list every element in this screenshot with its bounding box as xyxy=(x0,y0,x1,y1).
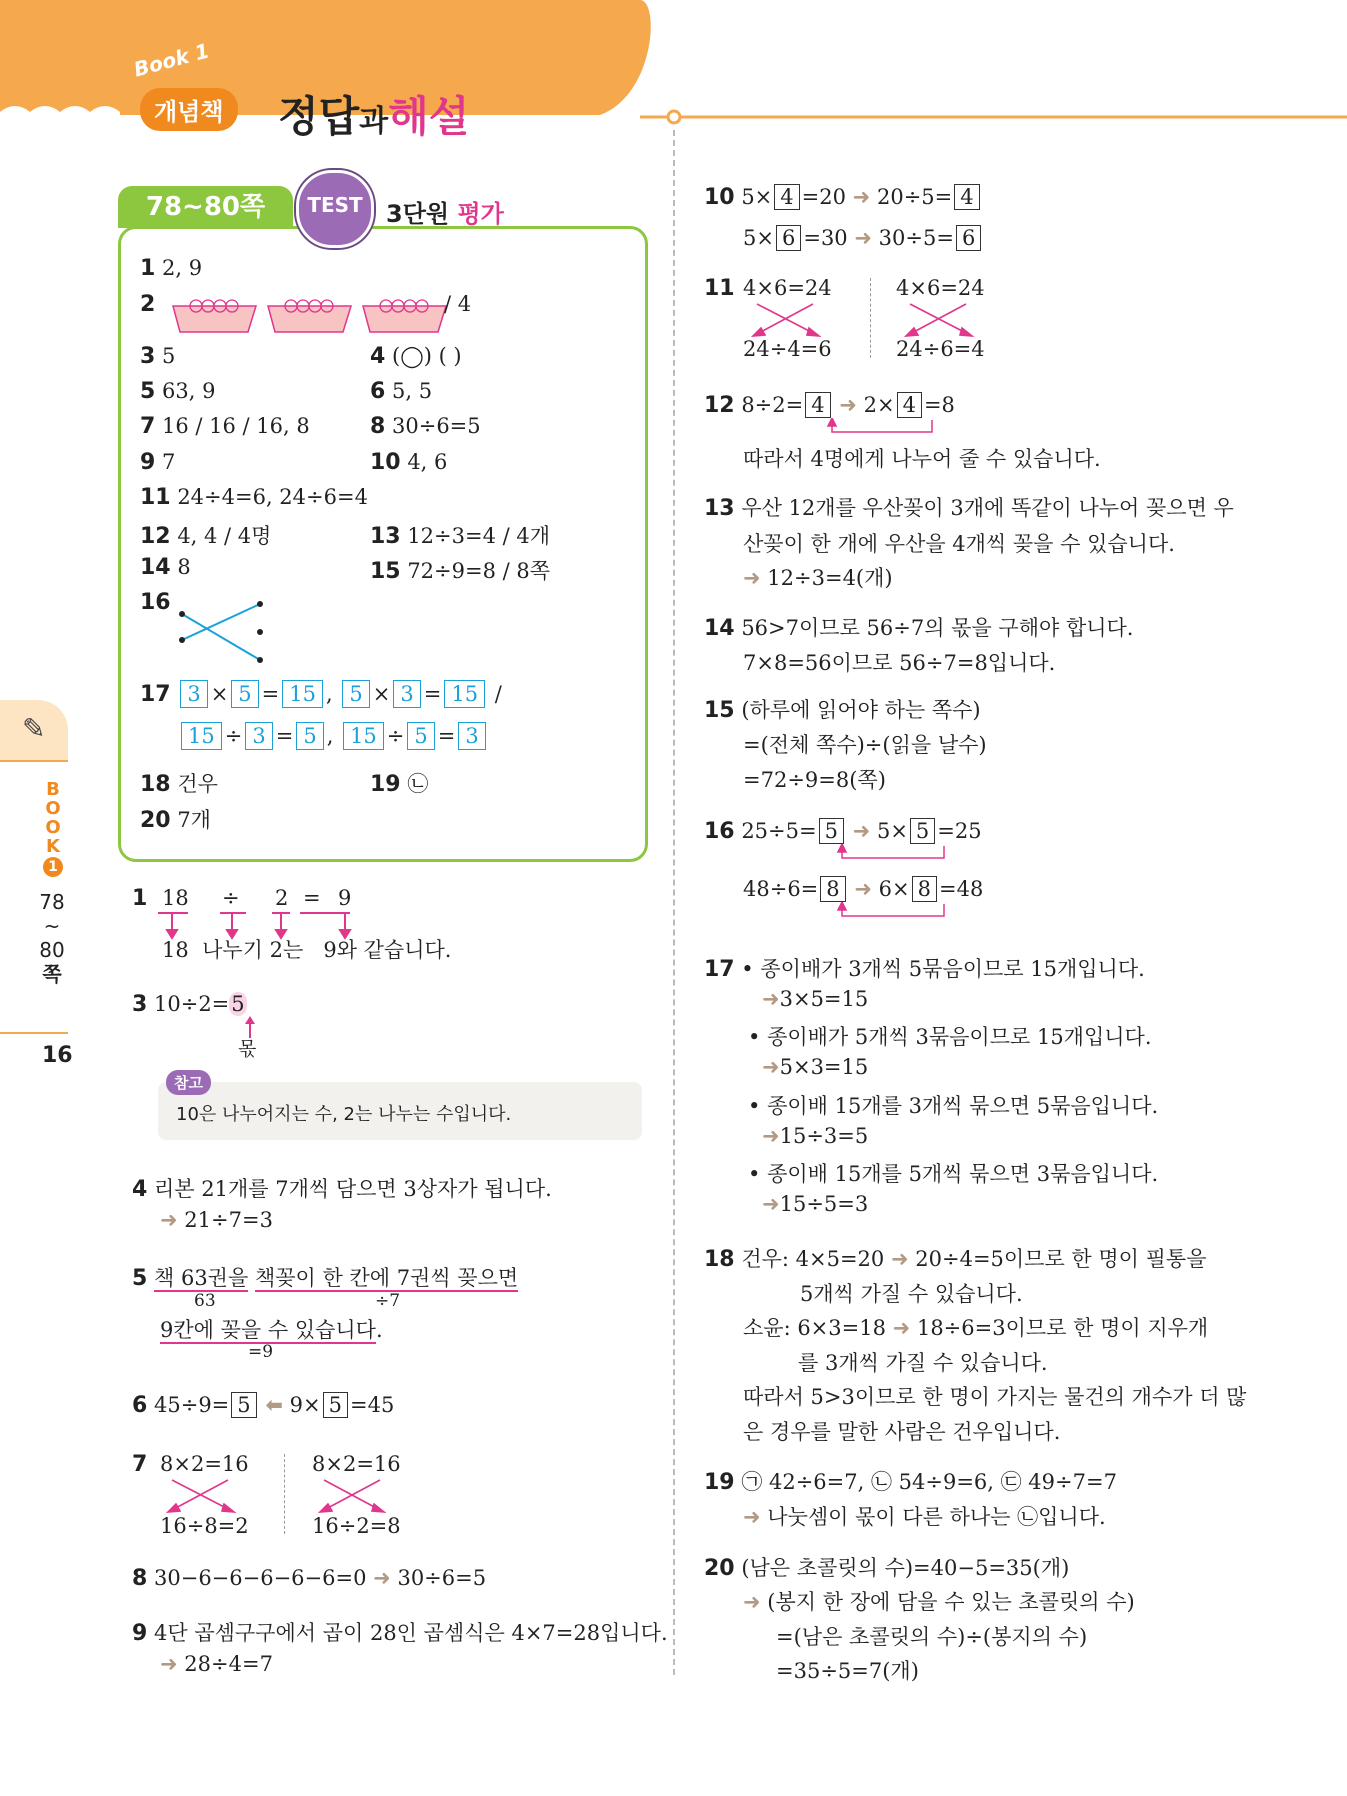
answer-19: 19 ㉡ xyxy=(370,772,429,797)
exp-11-t2: 4×6=24 xyxy=(896,276,985,300)
exp-14-l2: 7×8=56이므로 56÷7=8입니다. xyxy=(743,651,1056,675)
exp-17-l4: ➜5×3=15 xyxy=(762,1055,869,1079)
exp-1-bottom: 18 나누기 2는 9와 같습니다. xyxy=(162,938,452,962)
exp-17-l8: ➜15÷5=3 xyxy=(762,1192,869,1216)
answer-10: 10 4, 6 xyxy=(370,450,448,475)
page-number: 16 xyxy=(42,1043,73,1068)
exp-17-l3: • 종이배가 5개씩 3묶음이므로 15개입니다. xyxy=(748,1025,1152,1049)
exp-10-l1: 10 5× 4 =20 ➜ 20÷5= 4 xyxy=(704,184,982,210)
exp-1-18: 18 xyxy=(162,886,189,910)
sidebar-pages: 78 ~ 80 쪽 xyxy=(39,890,65,986)
answer-4: 4 (◯) ( ) xyxy=(370,344,462,369)
sidebar-rule xyxy=(0,760,68,762)
answer-11: 11 24÷4=6, 24÷6=4 xyxy=(140,485,368,510)
exp-15-l2: =(전체 쪽수)÷(읽을 날수) xyxy=(743,733,987,757)
answer-13: 13 12÷3=4 / 4개 xyxy=(370,524,551,549)
sidebar-book-num: 1 xyxy=(43,857,63,877)
exp-5-sub1: 63 xyxy=(194,1291,216,1311)
dish-drawing xyxy=(168,292,448,338)
exp-8: 8 30−6−6−6−6−6=0 ➜ 30÷6=5 xyxy=(132,1566,487,1591)
exp-19-l1: 19 ㉠ 42÷6=7, ㉡ 54÷9=6, ㉢ 49÷7=7 xyxy=(704,1470,1117,1495)
answer-12: 12 4, 4 / 4명 xyxy=(140,524,272,549)
exp-13-l3: ➜ 12÷3=4(개) xyxy=(743,566,893,590)
column-divider xyxy=(673,130,675,1675)
answer-9: 9 7 xyxy=(140,450,176,475)
exp-7-b1: 16÷8=2 xyxy=(160,1514,249,1538)
exp-20-l4: =35÷5=7(개) xyxy=(776,1659,919,1683)
exp-18-l1: 18 건우: 4×5=20 ➜ 20÷4=5이므로 한 명이 필통을 xyxy=(704,1247,1207,1272)
note-text: 10은 나누어지는 수, 2는 나누는 수입니다. xyxy=(176,1104,512,1125)
exp-17-l5: • 종이배 15개를 3개씩 묶으면 5묶음입니다. xyxy=(748,1094,1159,1118)
exp-5-l2: 9칸에 꽂을 수 있습니다. xyxy=(160,1318,383,1342)
answer-17-row2: 15 ÷ 3 = 5 , 15 ÷ 5 = 3 xyxy=(178,722,489,750)
answer-15: 15 72÷9=8 / 8쪽 xyxy=(370,559,551,584)
exp-5-l1: 5 책 63권을 책꽂이 한 칸에 7권씩 꽂으면 xyxy=(132,1266,519,1291)
exp-20-l2: ➜ (봉지 한 장에 담을 수 있는 초콜릿의 수) xyxy=(743,1590,1135,1614)
exp-11-b1: 24÷4=6 xyxy=(743,337,832,361)
answer-14: 14 8 xyxy=(140,555,191,580)
exp-11-t1: 4×6=24 xyxy=(743,276,832,300)
sidebar-book: BOOK xyxy=(45,779,61,857)
exp-7-cross-arrows xyxy=(160,1478,420,1514)
answer-2: 2 xyxy=(140,292,156,317)
notebook-icon: ✎ xyxy=(22,712,46,745)
answer-1: 1 2, 9 xyxy=(140,256,203,281)
exp-18-l2: 5개씩 가질 수 있습니다. xyxy=(800,1282,1023,1306)
exp-9-l2: ➜ 28÷4=7 xyxy=(160,1652,273,1676)
exp-7-t1: 8×2=16 xyxy=(160,1452,249,1476)
exp-18-l5: 따라서 5>3이므로 한 명이 가지는 물건의 개수가 더 많 xyxy=(743,1385,1247,1409)
exp-1-eq: = xyxy=(303,886,321,910)
answer-5: 5 63, 9 xyxy=(140,379,216,404)
exp-1-9: 9 xyxy=(338,886,352,910)
exp-17-l6: ➜15÷3=5 xyxy=(762,1124,869,1148)
exp-13-l1: 13 우산 12개를 우산꽂이 3개에 똑같이 나누어 꽂으면 우 xyxy=(704,496,1234,521)
exp-7-b2: 16÷2=8 xyxy=(312,1514,401,1538)
exp-5-sub3: =9 xyxy=(248,1342,274,1362)
exp-13-l2: 산꽂이 한 개에 우산을 4개씩 꽂을 수 있습니다. xyxy=(743,532,1175,556)
exp-19-l2: ➜ 나눗셈이 몫이 다른 하나는 ㉡입니다. xyxy=(743,1505,1106,1529)
exp-12-link xyxy=(822,418,942,436)
sidebar-rule-2 xyxy=(0,1032,68,1034)
answer-6: 6 5, 5 xyxy=(370,379,433,404)
exp-12-l2: 따라서 4명에게 나누어 줄 수 있습니다. xyxy=(743,447,1101,471)
exp-3: 3 10÷2=5 xyxy=(132,992,245,1017)
exp-4-l1: 4 리본 21개를 7개씩 담으면 3상자가 됩니다. xyxy=(132,1177,552,1202)
exp-20-l3: =(남은 초콜릿의 수)÷(봉지의 수) xyxy=(776,1625,1088,1649)
answer-20: 20 7개 xyxy=(140,808,211,833)
exp-7-num: 7 xyxy=(132,1452,148,1477)
exp-17-l7: • 종이배 15개를 5개씩 묶으면 3묶음입니다. xyxy=(748,1162,1159,1186)
exp-11-num: 11 xyxy=(704,276,735,301)
answer-16: 16 xyxy=(140,590,171,615)
exp-12-l1: 12 8÷2= 4 ➜ 2× 4 =8 xyxy=(704,393,955,418)
exp-18-l3: 소윤: 6×3=18 ➜ 18÷6=3이므로 한 명이 지우개 xyxy=(743,1316,1209,1340)
exp-1-num: 1 xyxy=(132,886,148,911)
exp-18-l4: 를 3개씩 가질 수 있습니다. xyxy=(798,1351,1048,1375)
exp-1-div: ÷ xyxy=(222,886,240,910)
answer-8: 8 30÷6=5 xyxy=(370,414,481,439)
exp-17-l1: 17 • 종이배가 3개씩 5묶음이므로 15개입니다. xyxy=(704,957,1145,982)
exp-6: 6 45÷9= 5 ⬅ 9× 5 =45 xyxy=(132,1393,395,1418)
exp-18-l6: 은 경우를 말한 사람은 건우입니다. xyxy=(743,1420,1061,1444)
matching-lines xyxy=(176,596,276,666)
note-tag: 참고 xyxy=(166,1070,211,1095)
answer-7: 7 16 / 16 / 16, 8 xyxy=(140,414,310,439)
book-label: 개념책 xyxy=(140,88,238,131)
answer-18: 18 건우 xyxy=(140,772,218,797)
exp-7-t2: 8×2=16 xyxy=(312,1452,401,1476)
exp-9-l1: 9 4단 곱셈구구에서 곱이 28인 곱셈식은 4×7=28입니다. xyxy=(132,1621,668,1646)
test-badge: TEST xyxy=(296,170,374,248)
exp-16-l1: 16 25÷5= 5 ➜ 5× 5 =25 xyxy=(704,819,982,844)
exp-17-l2: ➜3×5=15 xyxy=(762,987,869,1011)
page-title: 정답과해설 xyxy=(278,92,470,141)
exp-4-l2: ➜ 21÷7=3 xyxy=(160,1208,273,1232)
exp-5-sub2: ÷7 xyxy=(375,1291,401,1311)
exp-14-l1: 14 56>7이므로 56÷7의 몫을 구해야 합니다. xyxy=(704,616,1134,641)
exp-20-l1: 20 (남은 초콜릿의 수)=40−5=35(개) xyxy=(704,1556,1070,1581)
test-unit: 3단원 평가 xyxy=(386,200,504,228)
exp-16-link-2 xyxy=(832,902,952,920)
exp-11-cross-arrows xyxy=(743,302,1003,338)
test-pages-tab: 78~80쪽 xyxy=(118,186,293,228)
answer-17-row1: 17 3 × 5 = 15 , 5 × 3 = 15 / xyxy=(140,682,502,707)
exp-16-l2: 48÷6= 8 ➜ 6× 8 =48 xyxy=(743,877,984,901)
exp-3-label: 몫 xyxy=(238,1038,257,1060)
book-tag: Book 1 xyxy=(131,38,212,82)
answer-2-tail: / 4 xyxy=(444,292,472,316)
exp-15-l3: =72÷9=8(쪽) xyxy=(743,768,886,792)
exp-16-link-1 xyxy=(832,844,952,862)
exp-10-l2: 5× 6 =30 ➜ 30÷5= 6 xyxy=(743,225,983,251)
exp-1-2: 2 xyxy=(275,886,289,910)
exp-11-b2: 24÷6=4 xyxy=(896,337,985,361)
exp-15-l1: 15 (하루에 읽어야 하는 쪽수) xyxy=(704,698,981,723)
answer-3: 3 5 xyxy=(140,344,176,369)
